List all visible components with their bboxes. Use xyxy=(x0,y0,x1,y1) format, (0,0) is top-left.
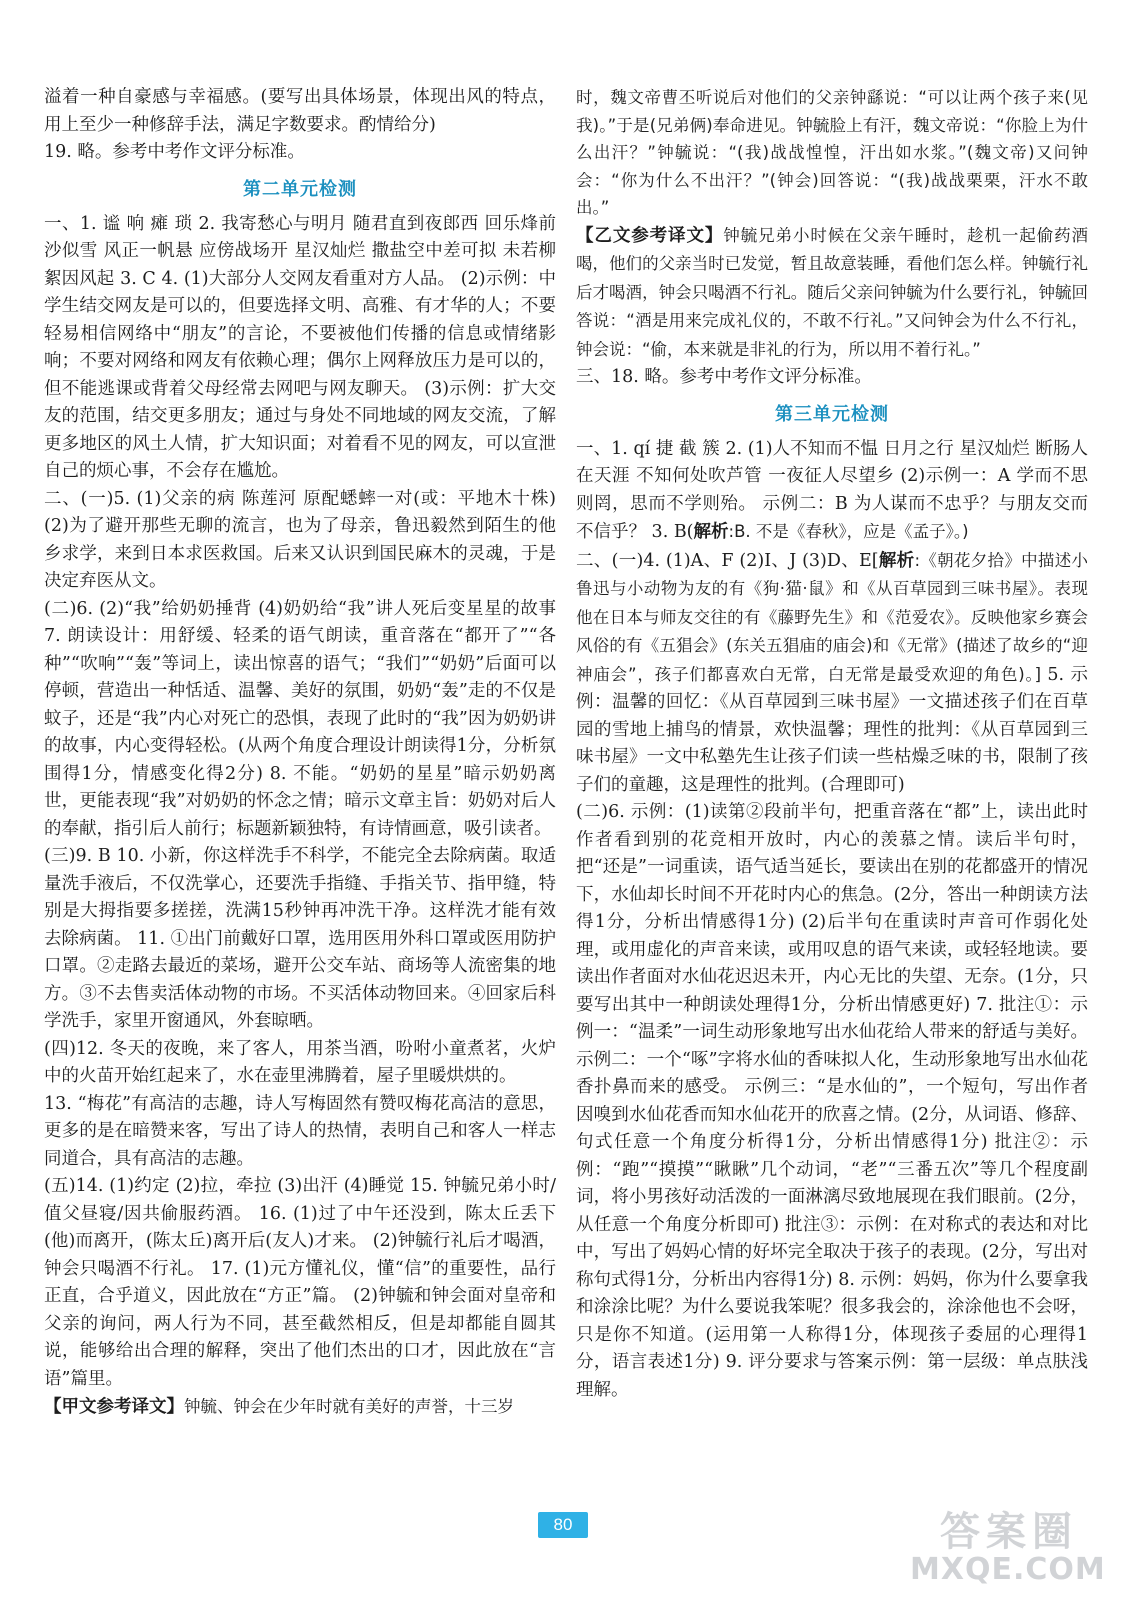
unit3-s1-jiexi-text: :B. 不是《春秋》，应是《孟子》。) xyxy=(728,522,969,541)
watermark-line1: 答案圈 xyxy=(940,1509,1078,1555)
left-column xyxy=(44,84,556,1422)
right-column xyxy=(576,84,1088,1404)
unit3-s2-jiexi-label: 解析 xyxy=(878,550,915,571)
unit3-section1 xyxy=(576,436,1088,547)
unit2-section2-5: 13. “梅花”有高洁的志趣，诗人写梅固然有赞叹梅花高洁的意思，更多的是在暗赞来客，写出了诗人的热情，表明自己和客人一样志同道合，具有高洁的志趣。 xyxy=(44,1093,556,1169)
unit3-title: 第三单元检测 xyxy=(775,403,889,425)
unit3-section2-1 xyxy=(576,547,1088,800)
unit3-s1-jiexi-label: 解析 xyxy=(693,522,729,542)
yi-text: 钟毓兄弟小时候在父亲午睡时，趁机一起偷药酒喝，他们的父亲当时已发觉，暂且故意装睡，看他们怎么样。钟毓行礼后才喝酒，钟会只喝酒不行礼。随后父亲问钟毓为什么要行礼，钟毓回答说：“酒是用来完成礼仪的，不敢不行礼。”又问钟会为什么不行礼，钟会说：“偷，本来就是非礼的行为，所以用不着行礼。” xyxy=(576,225,1089,359)
unit2-section2-6: (五)14. (1)约定 (2)拉，牵拉 (3)出汗 (4)睡觉 15. 钟毓兄弟小时/值父昼寝/因共偷服药酒。 16. (1)过了中午还没到，陈太丘丢下(他)而离开，(陈太丘)离开后(友人)才来。 (2)钟毓行礼后才喝酒，钟会只喝酒不行礼。 17. (1)元方懂礼仪，懂“信”的重要性，品行正直，合乎道义，因此放在“方正”篇。 (2)钟毓和钟会面对皇帝和父亲的询问，两人行为不同，甚至截然相反，但是却都能自圆其说，能够给出合理的解释，突出了他们杰出的口才，因此放在“言语”篇里。 xyxy=(44,1176,556,1389)
yi-translation xyxy=(576,222,1088,365)
unit3-section2-2: (二)6. 示例：(1)读第②段前半句，把重音落在“都”上，读出此时作者看到别的花竞相开放时，内心的羡慕之情。读后半句时，把“还是”一词重读，语气适当延长，要读出在别的花都盛开的情况下，水仙却长时间不开花时内心的焦急。(2分，答出一种朗读方法得1分，分析出情感得1分) (2)后半句在重读时声音可作弱化处理，或用虚化的声音来读，或用叹息的语气来读，或轻轻地读。要读出作者面对水仙花迟迟未开，内心无比的失望、无奈。(1分，只要写出其中一种朗读处理得1分，分析出情感更好) 7. 批注①：示例一：“温柔”一词生动形象地写出水仙花给人带来的舒适与美好。 示例二：一个“啄”字将水仙的香味拟人化，生动形象地写出水仙花香扑鼻而来的感受。 示例三：“是水仙的”，一个短句，写出作者因嗅到水仙花香而知水仙花开的欣喜之情。(2分，从词语、修辞、句式任意一个角度分析得1分，分析出情感得1分) 批注②：示例：“跑”“摸摸”“瞅瞅”几个动词，“老”“三番五次”等几个程度副词，将小男孩好动活泼的一面淋漓尽致地展现在我们眼前。(2分，从任意一个角度分析即可) 批注③：示例：在对称式的表达和对比中，写出了妈妈心情的好坏完全取决于孩子的表现。(2分，写出对称句式得1分，分析出内容得1分) 8. 示例：妈妈，你为什么要拿我和涂涂比呢？为什么要说我笨呢？很多我会的，涂涂他也不会呀，只是你不知道。(运用第一人称得1分，体现孩子委屈的心理得1分，语言表述1分) 9. 评分要求与答案示例：第一层级：单点肤浅理解。 xyxy=(576,802,1088,1400)
unit3-s2-tail: 5. 示例：温馨的回忆：《从百草园到三味书屋》一文描述孩子们在百草园的雪地上捕鸟的情景，欢快温馨；理性的批判：《从百草园到三味书屋》一文中私塾先生让孩子们读一些枯燥乏味的书，限制了孩子们的童趣，这是理性的批判。(合理即可) xyxy=(576,664,1088,795)
unit2-section2-2: (二)6. (2)“我”给奶奶捶背 (4)奶奶给“我”讲人死后变星星的故事 7. 朗读设计：用舒缓、轻柔的语气朗读，重音落在“都开了”“各种”“吹响”“轰”等词上，读出惊喜的语气；“我们”“奶奶”后面可以停顿，营造出一种恬适、温馨、美好的氛围，奶奶“轰”走的不仅是蚊子，还是“我”内心对死亡的恐惧，表现了此时的“我”因为奶奶讲的故事，内心变得轻松。(从两个角度合理设计朗读得1分，分析氛围得1分，情感变化得2分) 8. 不能。“奶奶的星星”暗示奶奶离世，更能表现“我”对奶奶的怀念之情；暗示文章主旨：奶奶对后人的奉献，指引后人前行；标题新颖独特，有诗情画意，吸引读者。 xyxy=(44,598,556,839)
unit2-section1: 一、1. 谧 响 瘫 琐 2. 我寄愁心与明月 随君直到夜郎西 回乐烽前沙似雪 风正一帆悬 应傍战场开 星汉灿烂 撒盐空中差可拟 未若柳絮因风起 3. C 4. (1)大部分人交网友看重对方人品。 (2)示例：中学生结交网友是可以的，但要选择文明、高雅、有才华的人；不要轻易相信网络中“朋友”的言论，不要被他们传播的信息或情绪影响；不要对网络和网友有依赖心理；偶尔上网释放压力是可以的，但不能逃课或背着父母经常去网吧与网友聊天。 (3)示例：扩大交友的范围，结交更多朋友；通过与身处不同地域的网友交流，了解更多地区的风土人情，扩大知识面；对着看不见的网友，可以宣泄自己的烦心事，不会存在尴尬。 xyxy=(44,213,556,481)
page-number: 80 xyxy=(538,1512,588,1538)
yi-label: 【乙文参考译文】 xyxy=(576,225,724,246)
unit2-section2-3: (三)9. B 10. 小新，你这样洗手不科学，不能完全去除病菌。取适量洗手液后，不仅洗掌心，还要洗手指缝、手指关节、指甲缝，特别是大拇指要多搓搓，洗满15秒钟再冲洗干净。这样洗才能有效去除病菌。 11. ①出门前戴好口罩，选用医用外科口罩或医用防护口罩。②走路去最近的菜场，避开公交车站、商场等人流密集的地方。③不去售卖活体动物的市场。不买活体动物回来。④回家后科学洗手，家里开窗通风，外套晾晒。 xyxy=(44,846,556,1031)
jia-translation-start xyxy=(44,1393,556,1422)
unit2-title: 第二单元检测 xyxy=(243,178,357,200)
para-intro: 溢着一种自豪感与幸福感。(要写出具体场景，体现出风的特点，用上至少一种修辞手法，满足字数要求。酌情给分) xyxy=(44,87,556,135)
unit3-s2-head: 二、(一)4. (1)A、F (2)I、J (3)D、E[ xyxy=(576,550,879,571)
jia-label: 【甲文参考译文】 xyxy=(44,1397,184,1417)
jia-text-left: 钟毓、钟会在少年时就有美好的声誉，十三岁 xyxy=(184,1397,514,1416)
watermark-logo xyxy=(900,1500,1110,1595)
para-19: 19. 略。参考中考作文评分标准。 xyxy=(44,142,305,162)
unit2-section2-1: 二、(一)5. (1)父亲的病 陈莲河 原配蟋蟀一对(或：平地木十株) (2)为了避开那些无聊的流言，也为了母亲，鲁迅毅然到陌生的他乡求学，来到日本求医救国。后来又认识到国民麻木的灵魂，于是决定弃医从文。 xyxy=(44,488,556,591)
jia-text-right: 时，魏文帝曹丕听说后对他们的父亲钟繇说：“可以让两个孩子来(见我)。”于是(兄弟俩)奉命进见。钟毓脸上有汗，魏文帝说：“你脸上为什么出汗？”钟毓说：“(我)战战惶惶，汗出如水浆。”(魏文帝)又问钟会：“你为什么不出汗？”(钟会)回答说：“(我)战战栗栗，汗水不敢出。” xyxy=(576,88,1088,217)
unit3-s1-text: 一、1. qí 捷 截 簇 2. (1)人不知而不愠 日月之行 星汉灿烂 断肠人在天涯 不知何处吹芦管 一夜征人尽望乡 (2)示例一：A 学而不思则罔，思而不学则殆。 示例二：B 为人谋而不忠乎？与朋友交而不信乎？ 3. B( xyxy=(576,438,1088,542)
unit2-section2-4: (四)12. 冬天的夜晚，来了客人，用茶当酒，吩咐小童煮茗，火炉中的火苗开始红起来了，水在壶里沸腾着，屋子里暖烘烘的。 xyxy=(44,1038,556,1086)
watermark-line2: MXQE.COM xyxy=(910,1552,1106,1587)
unit3-s2-jiexi-text: :《朝花夕拾》中描述小鲁迅与小动物为友的有《狗·猫·鼠》和《从百草园到三味书屋》。表现他在日本与师友交往的有《藤野先生》和《范爱农》。反映他家乡赛会风俗的有《五猖会》(东关五猖庙的庙会)和《无常》(描述了故乡的“迎神庙会”，孩子们都喜欢白无常，白无常是最受欢迎的角色)。] xyxy=(576,550,1089,684)
para-18: 三、18. 略。参考中考作文评分标准。 xyxy=(576,367,872,387)
